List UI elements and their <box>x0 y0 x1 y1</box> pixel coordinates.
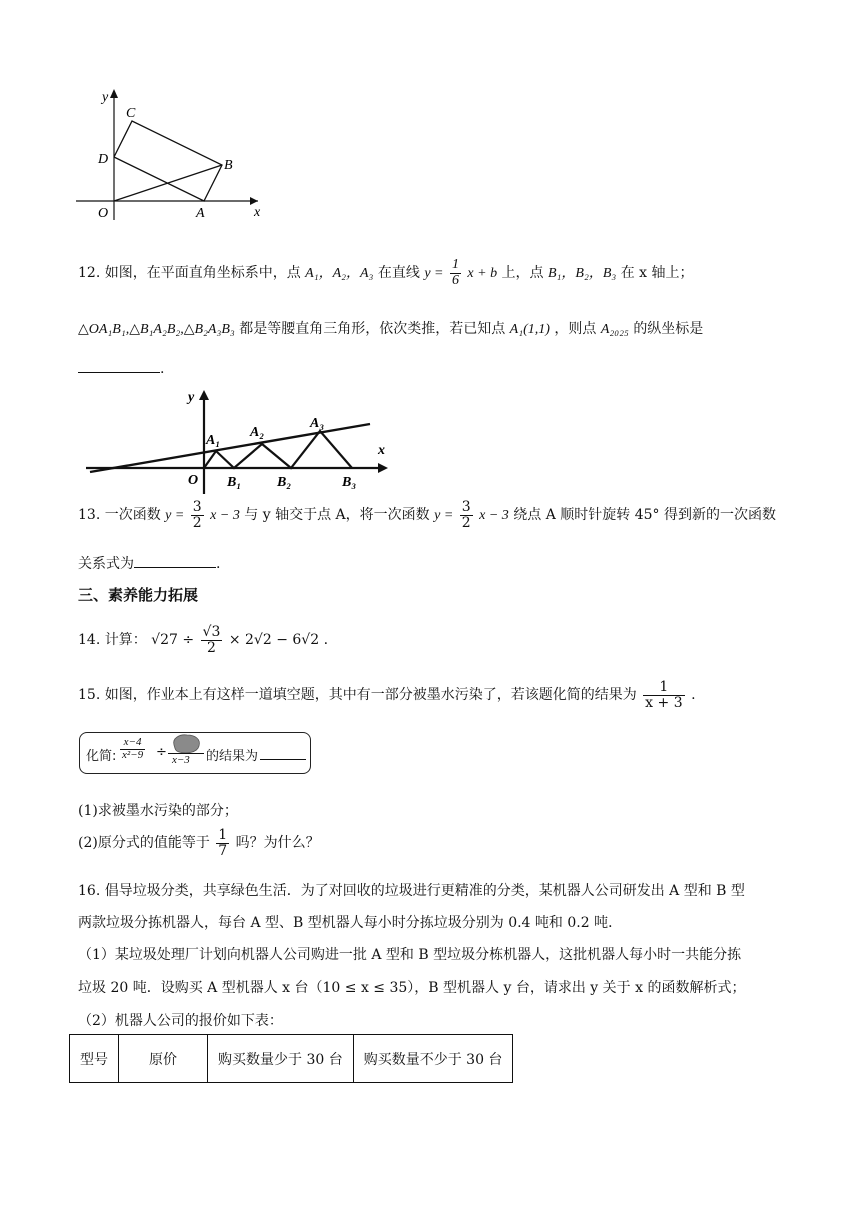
q13-answer-blank <box>134 553 216 568</box>
table-row <box>70 1035 513 1083</box>
q12-line-y: y = <box>424 266 444 282</box>
q12-line1 <box>78 258 694 288</box>
q13-end: . <box>216 556 221 572</box>
q15-sub2-fraction <box>216 828 229 858</box>
q12-suffix: 在 x 轴上； <box>620 265 694 282</box>
q15-text: 15. 如图，作业本上有这样一道填空题，其中有一部分被墨水污染了，若该题化简的结果为 <box>78 687 637 704</box>
q15-frac-den: x + 3 <box>645 694 683 711</box>
q15-box-suffix: 的结果为 <box>206 749 259 764</box>
q15-line1 <box>78 680 696 710</box>
fig12-label-B1: B₁ <box>227 475 242 490</box>
q13-frac-den-2: 2 <box>461 514 471 531</box>
q15-box-div: ÷ <box>156 745 167 760</box>
q14-line <box>78 625 328 655</box>
q14-end: . <box>323 632 329 649</box>
q16-line5: （2）机器人公司的报价如下表： <box>78 1013 283 1029</box>
q13-mid1: 与 y 轴交于点 A，将一次函数 <box>244 507 430 524</box>
q12-prefix: 12. 如图，在平面直角坐标系中，点 <box>78 265 301 282</box>
q15-box-num1: x−4 <box>120 737 145 750</box>
q12-line-rest: x + b <box>467 266 498 282</box>
fig11-label-A: A <box>196 206 205 221</box>
q15-sub2-num: 1 <box>218 827 228 843</box>
fig12-label-y: y <box>188 390 195 405</box>
q15-frac-num: 1 <box>643 680 684 696</box>
fig11-label-O: O <box>98 206 109 221</box>
q14-frac-num: √3 <box>202 624 221 640</box>
fig11-label-y: y <box>102 90 109 105</box>
table-header-original-price: 原价 <box>119 1035 208 1083</box>
fig12-label-A3: A₃ <box>310 416 325 431</box>
fig11-label-x: x <box>254 205 261 220</box>
figure-q11 <box>70 85 270 225</box>
q15-box-fraction-1 <box>120 737 145 761</box>
price-table <box>69 1034 513 1083</box>
q13-y-eq: y = <box>165 508 185 524</box>
table-header-under-30: 购买数量少于 30 台 <box>208 1035 354 1083</box>
fig12-label-B2: B₂ <box>277 475 292 490</box>
q13-fraction-2 <box>460 500 473 530</box>
q12-frac-den: 6 <box>451 272 459 288</box>
q14-prefix: 14. 计算： <box>78 632 147 649</box>
q15-sub2-suffix: 吗？为什么？ <box>235 835 320 852</box>
q16-line2: 两款垃圾分拣机器人，每台 A 型、B 型机器人每小时分拣垃圾分别为 0.4 吨和 0.2 吨． <box>78 915 623 931</box>
q13-mid2: 绕点 A 顺时针旋转 <box>513 507 631 524</box>
q12-points-B: B₁，B₂，B₃ <box>548 266 617 282</box>
q12-triangles: △OA₁B₁,△B₁A₂B₂,△B₂A₃B₃ <box>78 322 235 337</box>
q12-points-A: A₁，A₂，A₃ <box>305 266 374 282</box>
q13-line2 <box>78 553 220 573</box>
q13-fraction-1 <box>191 500 204 530</box>
q14-expr-b: × 2√2 − 6√2 <box>228 632 320 649</box>
q13-line1 <box>78 500 776 530</box>
figure-q12 <box>84 386 394 498</box>
fig11-label-B: B <box>224 158 233 173</box>
q16-line1: 16. 倡导垃圾分类，共享绿色生活．为了对回收的垃圾进行更精准的分类，某机器人公司研发出 A 型和 B 型 <box>78 883 745 899</box>
q12-line2 <box>78 318 703 338</box>
q15-sub2-den: 7 <box>218 842 228 859</box>
q13-frac-num-2: 3 <box>461 499 471 515</box>
q13-frac-num: 3 <box>192 499 202 515</box>
q12-line2-end: 的纵坐标是 <box>633 321 704 337</box>
fig12-label-O: O <box>188 473 199 488</box>
q14-frac-den: 2 <box>207 639 216 656</box>
q12-point-A1: A₁(1,1) <box>509 322 550 337</box>
q15-box-prefix: 化简: <box>86 749 117 764</box>
q12-blank-end: . <box>160 361 165 377</box>
fig11-label-C: C <box>126 106 136 121</box>
q12-point-A2025: A₂₀₂₅ <box>600 322 629 337</box>
q15-box-den1: x²−9 <box>122 748 144 761</box>
fig11-label-D: D <box>98 152 109 167</box>
q13-rest-2: x − 3 <box>479 508 509 524</box>
q12-answer-blank <box>78 358 160 373</box>
q13-line2-text: 关系式为 <box>78 556 134 572</box>
q15-box-blank <box>260 759 306 760</box>
q12-on-line: 在直线 <box>377 265 420 282</box>
q15-sub1: (1)求被墨水污染的部分； <box>78 803 238 819</box>
q15-sub2 <box>78 828 320 858</box>
q15-box-den2: x−3 <box>172 754 190 766</box>
q15-end: . <box>691 687 696 704</box>
q16-line4: 垃圾 20 吨．设购买 A 型机器人 x 台（10 ≤ x ≤ 35），B 型机器人 y 台，请求出 y 关于 x 的函数解析式； <box>78 980 746 996</box>
q16-line3: （1）某垃圾处理厂计划向机器人公司购进一批 A 型和 B 型垃圾分栋机器人，这批机器人每小时一共能分拣 <box>78 947 742 963</box>
fig12-label-B3: B₃ <box>342 475 357 490</box>
q13-prefix: 13. 一次函数 <box>78 507 161 524</box>
q15-result-fraction <box>643 680 684 710</box>
q12-frac-num: 1 <box>451 257 459 272</box>
q15-homework-box <box>79 732 311 774</box>
q13-rest: x − 3 <box>210 508 240 524</box>
table-header-30-or-more: 购买数量不少于 30 台 <box>353 1035 513 1083</box>
q12-line3 <box>78 358 164 377</box>
q15-sub2-prefix: (2)原分式的值能等于 <box>78 835 210 852</box>
q12-line-fraction <box>450 258 461 288</box>
q13-frac-den: 2 <box>192 514 202 531</box>
q12-line2-text: 都是等腰直角三角形，依次类推，若已知点 <box>239 321 506 337</box>
q14-fraction <box>201 625 223 655</box>
fig12-label-A2: A₂ <box>250 425 265 440</box>
section-3-title: 三、素养能力拓展 <box>78 586 199 604</box>
fig12-label-A1: A₁ <box>206 433 221 448</box>
table-header-model: 型号 <box>70 1035 119 1083</box>
fig12-label-x: x <box>378 443 385 458</box>
ink-stain-icon <box>170 733 202 755</box>
q12-line2-text2: ，则点 <box>554 321 597 337</box>
q13-suffix: 得到新的一次函数 <box>664 507 776 524</box>
q12-mid: 上，点 <box>501 265 544 282</box>
q13-angle: 45° <box>634 507 660 524</box>
q14-expr-a: √27 ÷ <box>151 632 195 649</box>
q13-y-eq-2: y = <box>434 508 454 524</box>
